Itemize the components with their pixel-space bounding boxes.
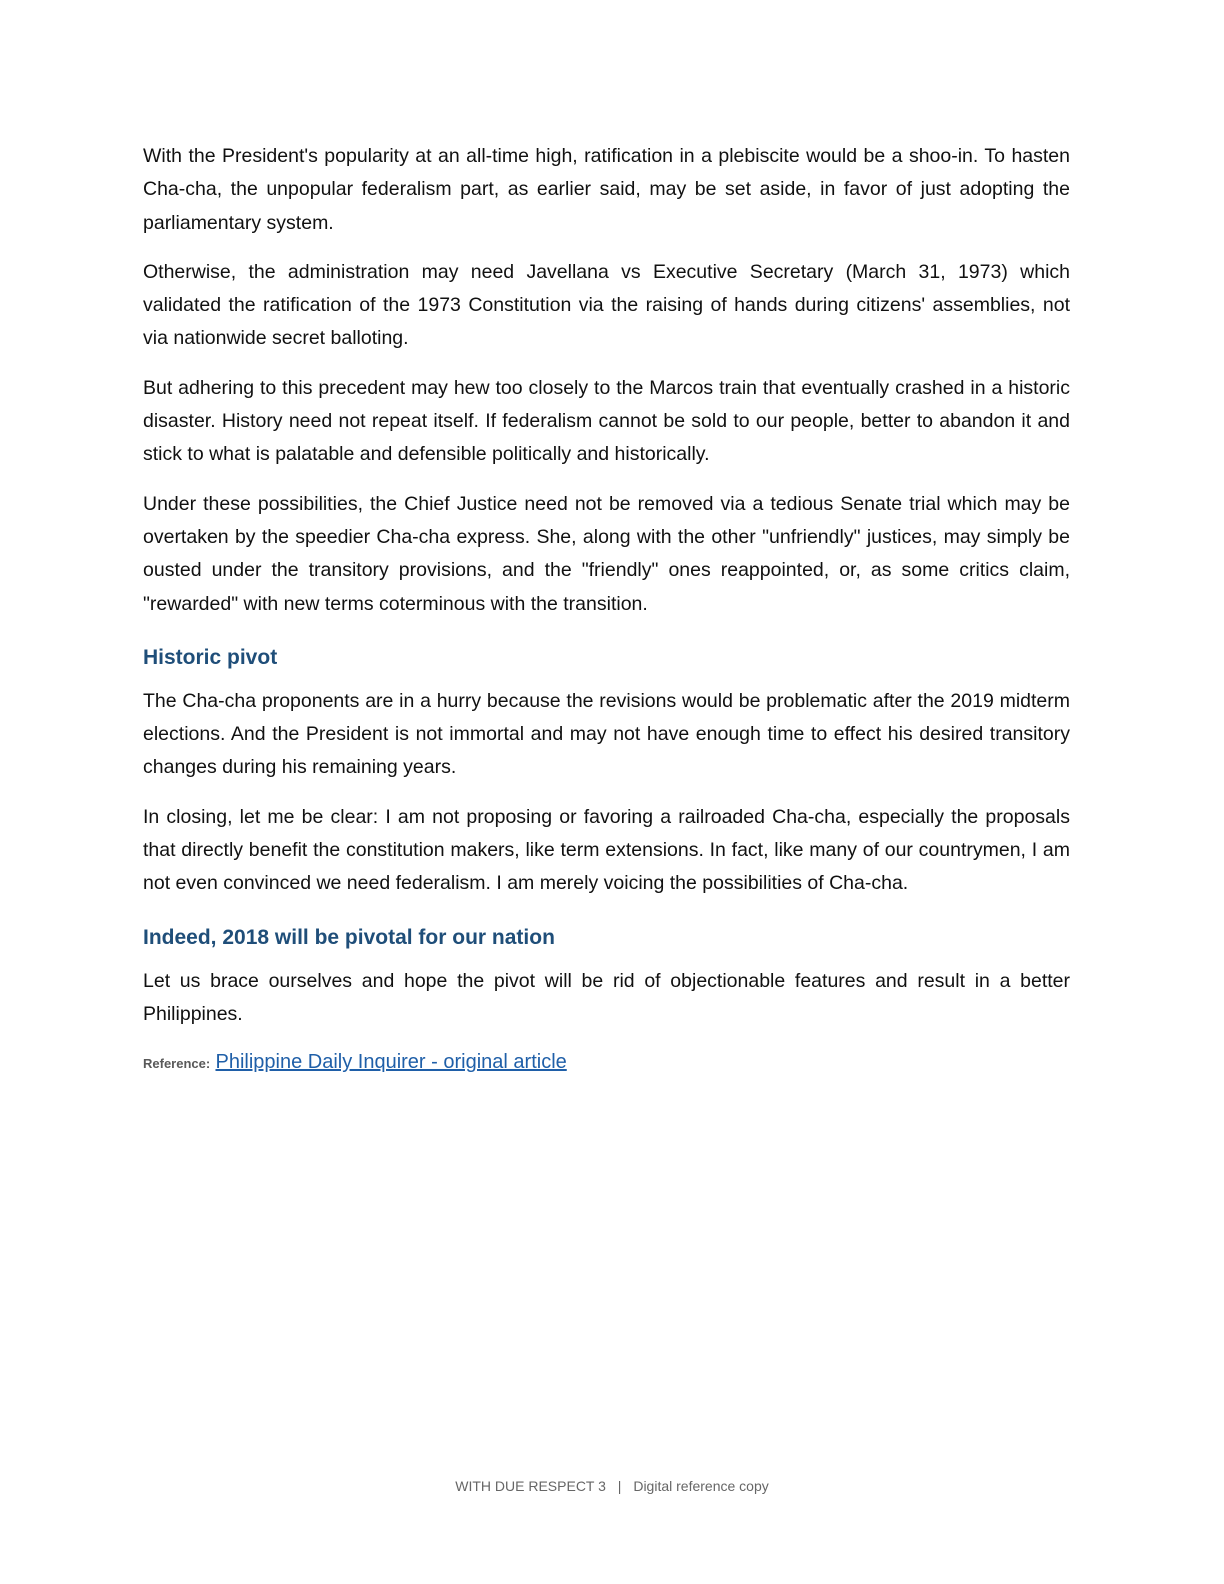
page-footer xyxy=(0,1478,1224,1494)
article-body xyxy=(143,140,1070,1079)
footer-title: WITH DUE RESPECT 3 xyxy=(455,1478,606,1494)
paragraph: But adhering to this precedent may hew too closely to the Marcos train that eventually crashed in a historic disaster. History need not repeat itself. If federalism cannot be sold to our people, better to abandon it and stick to what is palatable and defensible politically and historically. xyxy=(143,376,1070,466)
paragraph: The Cha-cha proponents are in a hurry because the revisions would be problematic after the 2019 midterm elections. And the President is not immortal and may not have enough time to effect his desired transitory changes during his remaining years. xyxy=(143,689,1070,779)
paragraph: Under these possibilities, the Chief Justice need not be removed via a tedious Senate trial which may be overtaken by the speedier Cha-cha express. She, along with the other "unfriendly" justices, may simply be ousted under the transitory provisions, and the "friendly" ones reappointed, or, as some critics claim, "rewarded" with new terms coterminous with the transition. xyxy=(143,492,1070,615)
footer-subtitle: Digital reference copy xyxy=(633,1478,769,1494)
paragraph: In closing, let me be clear: I am not proposing or favoring a railroaded Cha-cha, especially the proposals that directly benefit the constitution makers, like term extensions. In fact, like many of our countrymen, I am not even convinced we need federalism. I am merely voicing the possibilities of Cha-cha. xyxy=(143,805,1070,895)
reference-label: Reference: xyxy=(143,1056,211,1072)
section-heading-historic-pivot: Historic pivot xyxy=(143,645,278,669)
paragraph: With the President's popularity at an all-time high, ratification in a plebiscite would be a shoo-in. To hasten Cha-cha, the unpopular federalism part, as earlier said, may be set aside, in favor of just adopting the parliamentary system. xyxy=(143,145,1070,234)
paragraph: Otherwise, the administration may need Javellana vs Executive Secretary (March 31, 1973) which validated the ratification of the 1973 Constitution via the raising of hands during citizens' assemblies, not via nationwide secret balloting. xyxy=(143,260,1070,350)
paragraph: Let us brace ourselves and hope the pivot will be rid of objectionable features and result in a better Philippines. xyxy=(143,969,1070,1025)
reference-line xyxy=(143,1047,1070,1079)
reference-link[interactable]: Philippine Daily Inquirer - original article xyxy=(215,1051,567,1074)
footer-separator: | xyxy=(617,1478,622,1494)
section-heading-pivotal-nation: Indeed, 2018 will be pivotal for our nation xyxy=(143,925,555,949)
